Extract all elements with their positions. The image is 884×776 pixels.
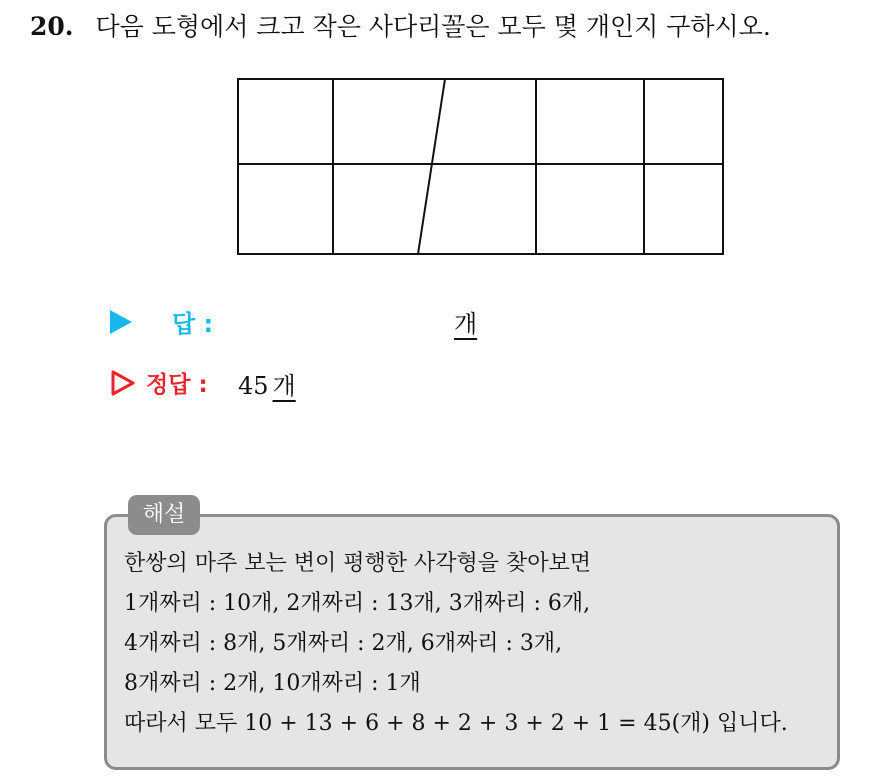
- answer-unit[interactable]: 개: [454, 310, 478, 338]
- play-triangle-icon: [110, 310, 132, 334]
- answer-row: [110, 304, 610, 340]
- explanation-line: 4개짜리 : 8개, 5개짜리 : 2개, 6개짜리 : 3개,: [124, 631, 563, 656]
- question: [30, 10, 771, 44]
- outline-triangle-icon: [110, 370, 136, 396]
- explanation-line: 1개짜리 : 10개, 2개짜리 : 13개, 3개짜리 : 6개,: [124, 591, 591, 616]
- explanation-line: 한쌍의 마주 보는 변이 평행한 사각형을 찾아보면: [124, 551, 592, 576]
- explanation-line: 따라서 모두 10 + 13 + 6 + 8 + 2 + 3 + 2 + 1 = 45(개) 입니다.: [124, 711, 788, 736]
- explanation-text: [124, 544, 788, 744]
- question-text: 다음 도형에서 크고 작은 사다리꼴은 모두 몇 개인지 구하시오.: [95, 12, 771, 41]
- correct-answer-row: [110, 366, 610, 402]
- figure-slanted-line: [418, 79, 445, 254]
- correct-answer-value: [238, 366, 296, 401]
- correct-answer-number: 45: [238, 372, 269, 400]
- trapezoid-figure: [236, 77, 726, 257]
- correct-answer-label: 정답 :: [146, 372, 208, 398]
- explanation-line: 8개짜리 : 2개, 10개짜리 : 1개: [124, 671, 421, 696]
- question-number: 20.: [30, 12, 74, 41]
- figure-outer-rect: [238, 79, 723, 254]
- correct-answer-unit: 개: [272, 372, 296, 400]
- explanation-tab: 해설: [128, 495, 200, 535]
- answer-label: 답 :: [172, 310, 214, 338]
